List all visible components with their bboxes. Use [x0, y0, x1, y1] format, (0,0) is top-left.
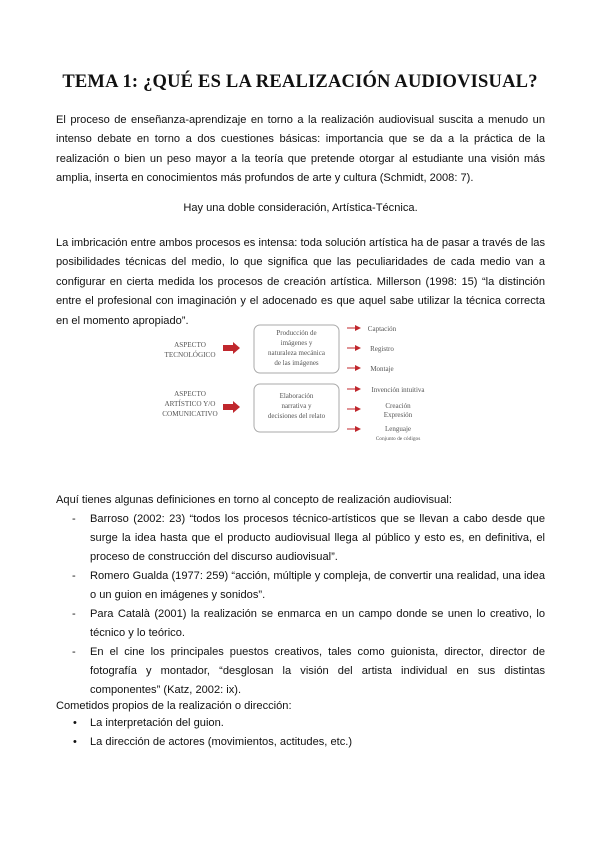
output-creacion: Creación: [385, 402, 411, 410]
page-title: TEMA 1: ¿QUÉ ES LA REALIZACIÓN AUDIOVISUAL?: [62, 72, 538, 92]
list-item: [56, 733, 545, 752]
output-captacion: Captación: [367, 325, 397, 333]
imbrication-paragraph: La imbricación entre ambos procesos es intensa: toda solución artística ha de pasar a través de las posibilidades técnicas del medio, lo que significa que las peculiaridades de cada medio van a configurar en cierta medida los procesos de creación artística. Millerson (1998: 15) “la distinción entre el profesional con imaginación y el adocenado es que aquel sabe utilizar la técnica correcta en el momento apropiado”.: [56, 237, 545, 327]
art-aspect-label-1: ASPECTO: [174, 390, 206, 398]
definition-text: Para Català (2001) la realización se enmarca en un campo donde se unen lo creativo, lo técnico y lo teórico.: [90, 608, 545, 639]
art-aspect-label-3: COMUNICATIVO: [162, 410, 218, 418]
duties-list: [56, 714, 545, 752]
dash-marker: -: [72, 646, 76, 658]
list-item: [56, 605, 545, 643]
definition-text: En el cine los principales puestos creativos, tales como guionista, director, director de fotografía y montador, “desglosan la visión del artista individual en sus distintas componentes” (Katz, 2002: ix).: [90, 646, 545, 696]
bullet-marker: •: [73, 717, 77, 729]
art-aspect-label-2: ARTÍSTICO Y/O: [164, 400, 216, 408]
output-expresion: Expresión: [383, 411, 413, 419]
list-item: [56, 567, 545, 605]
output-lenguaje: Lenguaje: [384, 425, 412, 433]
narrative-box-line-1: Elaboración: [279, 392, 314, 400]
production-box-line-2: imágenes y: [280, 339, 313, 347]
output-invencion: Invención intuitiva: [371, 386, 425, 394]
definition-text: Romero Gualda (1977: 259) “acción, múltiple y compleja, de convertir una realidad, una idea o un guion en imágenes y sonidos”.: [90, 570, 545, 601]
dash-marker: -: [72, 608, 76, 620]
production-box-line-4: de las imágenes: [274, 359, 319, 367]
narrative-box-line-3: decisiones del relato: [267, 412, 326, 420]
dash-marker: -: [72, 570, 76, 582]
bullet-marker: •: [73, 736, 77, 748]
duty-text: La dirección de actores (movimientos, actitudes, etc.): [90, 736, 353, 748]
intro-paragraph: El proceso de enseñanza-aprendizaje en torno a la realización audiovisual suscita a menudo un intenso debate en torno a dos cuestiones básicas: importancia que se da a la práctica de la realización o bien un peso mayor a la teoría que pretende otorgar al estudiante una visión más amplia, inserta en conocimientos más profundos de arte y cultura (Schmidt, 2008: 7).: [56, 114, 545, 185]
tech-aspect-label-1: ASPECTO: [174, 341, 206, 349]
definitions-list: [56, 510, 545, 700]
tech-aspect-label-2: TECNOLÓGICO: [164, 351, 216, 359]
production-box-line-1: Producción de: [276, 329, 317, 337]
production-box-line-3: naturaleza mecánica: [268, 349, 325, 357]
big-red-arrow-2: [223, 401, 240, 413]
duty-text: La interpretación del guion.: [90, 717, 224, 729]
list-item: [56, 643, 545, 700]
dash-marker: -: [72, 513, 76, 525]
narrative-box-line-2: narrativa y: [281, 402, 312, 410]
definition-text: Barroso (2002: 23) “todos los procesos técnico-artísticos que se llevan a cabo desde que surge la idea hasta que el producto audiovisual llega al público y esto es, en definitiva, el proceso de construcción del discurso audiovisual”.: [90, 513, 545, 563]
output-codigos: Conjunto de códigos: [375, 436, 421, 442]
output-montaje: Montaje: [370, 365, 394, 373]
list-item: [56, 714, 545, 733]
consideration-line: Hay una doble consideración, Artística-Técnica.: [183, 202, 418, 214]
duties-intro: Cometidos propios de la realización o dirección:: [56, 700, 292, 712]
definitions-intro: Aquí tienes algunas definiciones en torno al concepto de realización audiovisual:: [56, 494, 452, 506]
list-item: [56, 510, 545, 567]
output-registro: Registro: [370, 345, 394, 353]
realization-diagram: [150, 318, 460, 446]
big-red-arrow-1: [223, 342, 240, 354]
